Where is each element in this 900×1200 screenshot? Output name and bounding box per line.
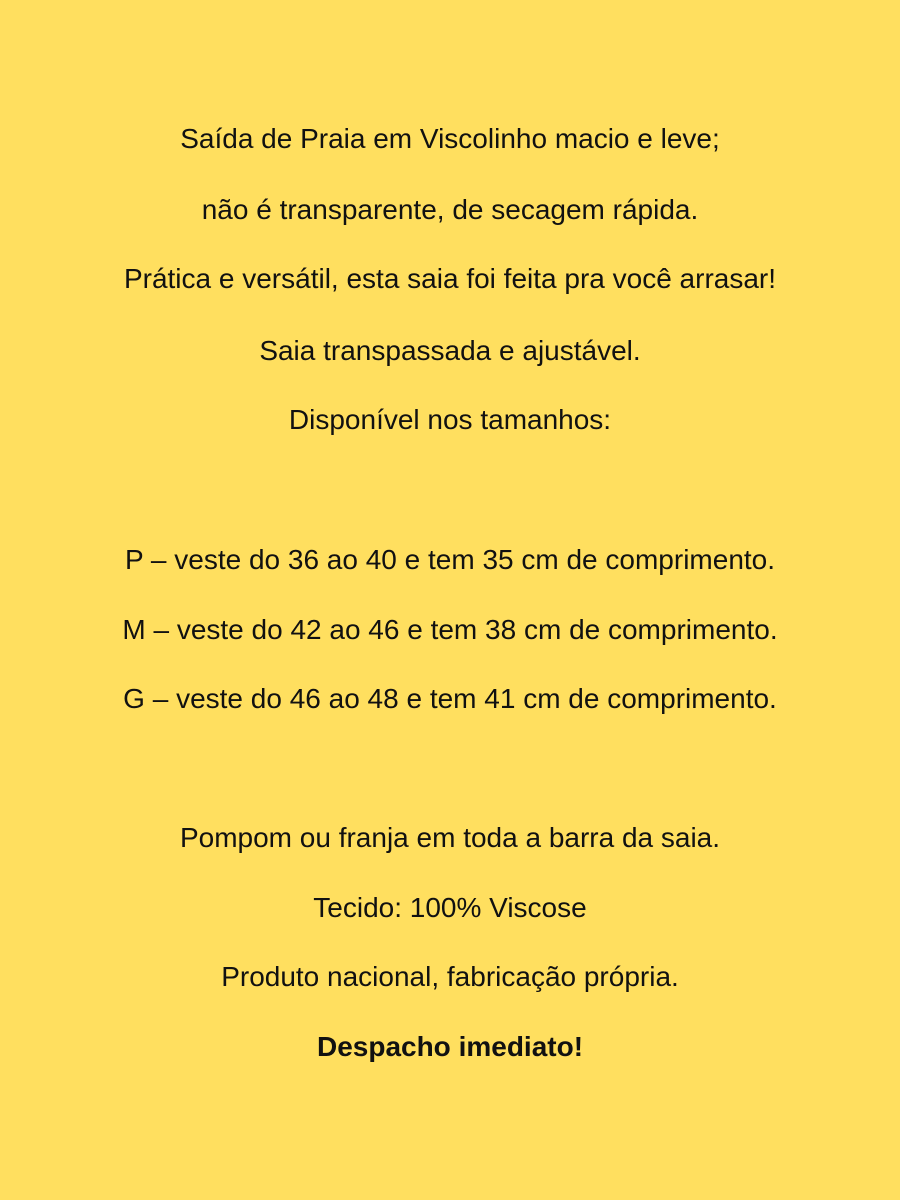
size-m-line: M – veste do 42 ao 46 e tem 38 cm de comprimento. [122,614,778,645]
fabric-line: Tecido: 100% Viscose [313,892,587,923]
description-line-2: não é transparente, de secagem rápida. [201,194,699,225]
size-p-line: P – veste do 36 ao 40 e tem 35 cm de comprimento. [124,544,776,575]
description-line-4: Saia transpassada e ajustável. [259,335,641,366]
description-line-3: Prática e versátil, esta saia foi feita pra você arrasar! [123,263,777,294]
sizes-heading: Disponível nos tamanhos: [288,404,612,435]
size-g-line: G – veste do 46 ao 48 e tem 41 cm de comprimento. [123,683,777,714]
details-line-1: Pompom ou franja em toda a barra da saia. [179,822,721,853]
description-line-1: Saída de Praia em Viscolinho macio e leve; [180,123,720,154]
origin-line: Produto nacional, fabricação própria. [221,961,679,992]
dispatch-cta: Despacho imediato! [316,1031,584,1062]
